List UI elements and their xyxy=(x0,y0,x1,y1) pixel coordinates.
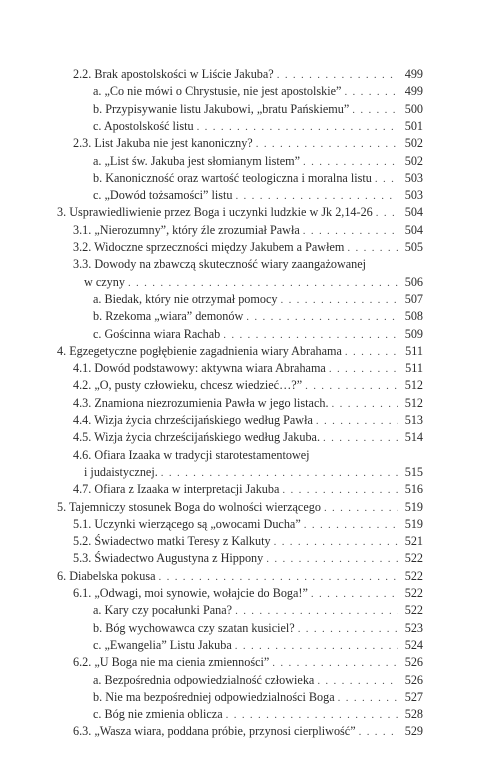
toc-entry-title: 4. Egzegetyczne pogłębienie zagadnienia wiary Abrahama xyxy=(57,343,342,358)
toc-page-number: 499 xyxy=(404,84,423,99)
toc-entry xyxy=(93,292,423,308)
toc-entry-title: b. Nie ma bezpośredniej odpowiedzialności Boga xyxy=(93,689,335,704)
toc-page-number: 507 xyxy=(404,291,423,306)
toc-page-number: 503 xyxy=(404,188,423,203)
toc-page-number: 521 xyxy=(404,534,423,549)
toc-entry xyxy=(73,448,423,463)
toc-page-number: 526 xyxy=(404,672,423,687)
toc-leader-dots xyxy=(280,293,398,308)
toc-entry-title: b. Kanoniczność oraz wartość teologiczna i moralna listu xyxy=(93,170,372,185)
toc-entry-title: a. Bezpośrednia odpowiedzialność człowieka xyxy=(93,672,315,687)
toc-entry-title: b. Przypisywanie listu Jakubowi, „bratu Pańskiemu” xyxy=(93,101,350,116)
toc-page-number: 499 xyxy=(404,67,423,81)
toc-entry xyxy=(73,223,423,239)
toc-leader-dots xyxy=(303,155,398,170)
toc-entry xyxy=(84,275,423,291)
toc-entry-title: a. „List św. Jakuba jest słomianym listem” xyxy=(93,153,301,168)
toc-entry-title: 3.3. Dowody na zbawczą skuteczność wiary zaangażowanej xyxy=(73,257,367,272)
toc-entry xyxy=(93,621,423,637)
toc-entry-title: c. Gościnna wiara Rachab xyxy=(93,326,221,341)
toc-leader-dots xyxy=(277,68,398,83)
toc-leader-dots xyxy=(128,276,398,291)
toc-entry-title: b. Bóg wychowawca czy szatan kusiciel? xyxy=(93,620,295,635)
toc-entry xyxy=(73,551,423,567)
toc-entry-title: c. Bóg nie zmienia oblicza xyxy=(93,707,223,722)
toc-leader-dots xyxy=(303,224,398,239)
toc-entry xyxy=(57,569,423,585)
toc-page-number: 511 xyxy=(405,361,423,376)
toc-leader-dots xyxy=(323,431,398,446)
toc-entry xyxy=(73,586,423,602)
toc-leader-dots xyxy=(235,604,398,619)
toc-entry-title: w czyny xyxy=(84,274,125,289)
toc-page-number: 509 xyxy=(404,326,423,341)
toc-leader-dots xyxy=(376,206,398,221)
toc-page-number: 503 xyxy=(404,170,423,185)
toc-entry-title: 4.1. Dowód podstawowy: aktywna wiara Abrahama xyxy=(73,361,326,376)
toc-entry xyxy=(73,136,423,152)
toc-leader-dots xyxy=(332,397,398,412)
toc-entry-title: 4.3. Znamiona niezrozumienia Pawła w jego listach. xyxy=(73,395,329,410)
toc-entry-title: 4.7. Ofiara z Izaaka w interpretacji Jakuba xyxy=(73,482,280,497)
toc-page-number: 501 xyxy=(404,118,423,133)
toc-page-number: 511 xyxy=(405,343,423,358)
toc-entry xyxy=(93,309,423,325)
toc-page-number: 515 xyxy=(404,464,423,479)
toc-entry xyxy=(73,482,423,498)
toc-entry xyxy=(73,534,423,550)
toc-leader-dots xyxy=(329,362,398,377)
toc-leader-dots xyxy=(272,656,398,671)
toc-entry xyxy=(73,257,423,272)
toc-entry xyxy=(57,344,423,360)
toc-leader-dots xyxy=(274,535,398,550)
toc-entry xyxy=(73,517,423,533)
toc-leader-dots xyxy=(223,328,398,343)
toc-entry-title: 5.3. Świadectwo Augustyna z Hippony xyxy=(73,551,264,566)
toc-entry-title: c. „Dowód tożsamości” listu xyxy=(93,188,233,203)
toc-leader-dots xyxy=(316,414,398,429)
toc-leader-dots xyxy=(347,241,398,256)
toc-page-number: 502 xyxy=(404,153,423,168)
toc-page-number: 506 xyxy=(404,274,423,289)
toc-entry-title: 4.6. Ofiara Izaaka w tradycji starotestamentowej xyxy=(73,447,310,462)
toc-page-number: 529 xyxy=(404,724,423,739)
toc-entry-title: 4.4. Wizja życia chrześcijańskiego według Pawła xyxy=(73,413,313,427)
toc-entry xyxy=(93,603,423,619)
toc-page-number: 526 xyxy=(404,655,423,670)
toc-leader-dots xyxy=(324,501,398,516)
toc-entry xyxy=(93,102,423,118)
toc-entry xyxy=(73,413,423,429)
toc-page-number: 516 xyxy=(404,482,423,497)
toc-page-number: 522 xyxy=(404,568,423,583)
toc-leader-dots xyxy=(311,587,398,602)
toc-page-number: 524 xyxy=(404,637,423,652)
toc-entry xyxy=(73,396,423,412)
toc-entry-title: 5.2. Świadectwo matki Teresy z Kalkuty xyxy=(73,534,271,549)
toc-leader-dots xyxy=(246,310,398,325)
toc-page-number: 522 xyxy=(404,586,423,600)
toc-entry xyxy=(84,465,423,481)
toc-entry-title: 2.2. Brak apostolskości w Liście Jakuba? xyxy=(73,67,274,81)
toc-page-number: 523 xyxy=(404,620,423,635)
toc-page-number: 504 xyxy=(404,205,423,220)
toc-entry xyxy=(73,240,423,256)
toc-entry-title: i judaistycznej. xyxy=(84,464,158,479)
toc-page-number: 514 xyxy=(404,430,423,445)
toc-page-number: 513 xyxy=(404,413,423,427)
toc-page-number: 512 xyxy=(404,378,423,393)
toc-entry-title: 3.1. „Nierozumny”, który źle zrozumiał Pawła xyxy=(73,222,300,237)
toc-entry xyxy=(73,655,423,671)
toc-entry xyxy=(73,67,423,83)
toc-entry-title: c. Apostolskość listu xyxy=(93,118,194,133)
toc-entry-title: b. Rzekoma „wiara” demonów xyxy=(93,309,244,324)
toc-entry-title: 5.1. Uczynki wierzącego są „owocami Ducha” xyxy=(73,516,301,531)
toc-entry-title: 2.3. List Jakuba nie jest kanoniczny? xyxy=(73,136,253,151)
toc-leader-dots xyxy=(266,552,398,567)
toc-page-number: 508 xyxy=(404,309,423,324)
toc-page-number: 522 xyxy=(404,551,423,566)
toc-leader-dots xyxy=(345,345,398,360)
toc-entry xyxy=(93,690,423,706)
toc-page-number: 522 xyxy=(404,603,423,618)
toc-entry-title: c. „Ewangelia” Listu Jakuba xyxy=(93,637,232,652)
toc-leader-dots xyxy=(344,85,398,100)
toc-entry xyxy=(57,205,423,221)
toc-entry xyxy=(57,500,423,516)
toc-leader-dots xyxy=(317,674,398,689)
toc-leader-dots xyxy=(305,379,398,394)
toc-leader-dots xyxy=(161,466,398,481)
toc-page-number: 504 xyxy=(404,222,423,237)
toc-leader-dots xyxy=(359,725,398,740)
toc-leader-dots xyxy=(235,189,398,204)
toc-entry xyxy=(93,154,423,170)
toc-page-number: 527 xyxy=(404,689,423,704)
toc-page-number: 519 xyxy=(404,499,423,514)
toc-entry xyxy=(93,119,423,135)
toc-leader-dots xyxy=(304,518,398,533)
toc-entry xyxy=(73,724,423,740)
toc-leader-dots xyxy=(352,103,398,118)
toc-leader-dots xyxy=(282,483,398,498)
toc-page-number: 502 xyxy=(404,136,423,151)
toc-entry-title: 3. Usprawiedliwienie przez Boga i uczynki ludzkie w Jk 2,14-26 xyxy=(57,205,373,220)
toc-entry xyxy=(93,84,423,100)
toc-entry-title: 5. Tajemniczy stosunek Boga do wolności wierzącego xyxy=(57,499,321,514)
toc-entry xyxy=(73,378,423,394)
toc-leader-dots xyxy=(197,120,398,135)
toc-leader-dots xyxy=(226,708,398,723)
toc-entry xyxy=(73,430,423,446)
toc-entry-title: 4.2. „O, pusty człowieku, chcesz wiedzieć…?” xyxy=(73,378,303,393)
toc-entry xyxy=(93,707,423,723)
toc-entry-title: 6.1. „Odwagi, moi synowie, wołajcie do Boga!” xyxy=(73,586,308,600)
toc-entry xyxy=(93,171,423,187)
toc-entry-title: 6.3. „Wasza wiara, poddana próbie, przynosi cierpliwość” xyxy=(73,724,356,739)
toc-entry xyxy=(93,638,423,654)
toc-entry-title: a. Biedak, który nie otrzymał pomocy xyxy=(93,291,278,306)
toc-leader-dots xyxy=(159,570,399,585)
toc-entry xyxy=(93,327,423,343)
toc-leader-dots xyxy=(256,137,398,152)
toc-entry xyxy=(73,361,423,377)
toc-entry-title: 4.5. Wizja życia chrześcijańskiego według Jakuba. xyxy=(73,430,321,445)
toc-entry-title: 3.2. Widoczne sprzeczności między Jakubem a Pawłem xyxy=(73,240,345,254)
toc-leader-dots xyxy=(298,622,398,637)
toc-leader-dots xyxy=(375,172,398,187)
toc-entry xyxy=(93,188,423,204)
toc-page-number: 512 xyxy=(404,395,423,410)
toc-page-number: 519 xyxy=(404,516,423,531)
toc-entry-title: 6.2. „U Boga nie ma cienia zmienności” xyxy=(73,655,270,670)
toc-leader-dots xyxy=(338,691,398,706)
toc-entry-title: 6. Diabelska pokusa xyxy=(57,568,156,583)
toc-entry-title: a. Kary czy pocałunki Pana? xyxy=(93,603,233,618)
toc-leader-dots xyxy=(235,639,398,654)
toc-page-number: 528 xyxy=(404,707,423,722)
toc-entry-title: a. „Co nie mówi o Chrystusie, nie jest apostolskie” xyxy=(93,84,342,99)
toc-page-number: 505 xyxy=(404,240,423,254)
toc-page-number: 500 xyxy=(404,101,423,116)
toc-entry xyxy=(93,673,423,689)
